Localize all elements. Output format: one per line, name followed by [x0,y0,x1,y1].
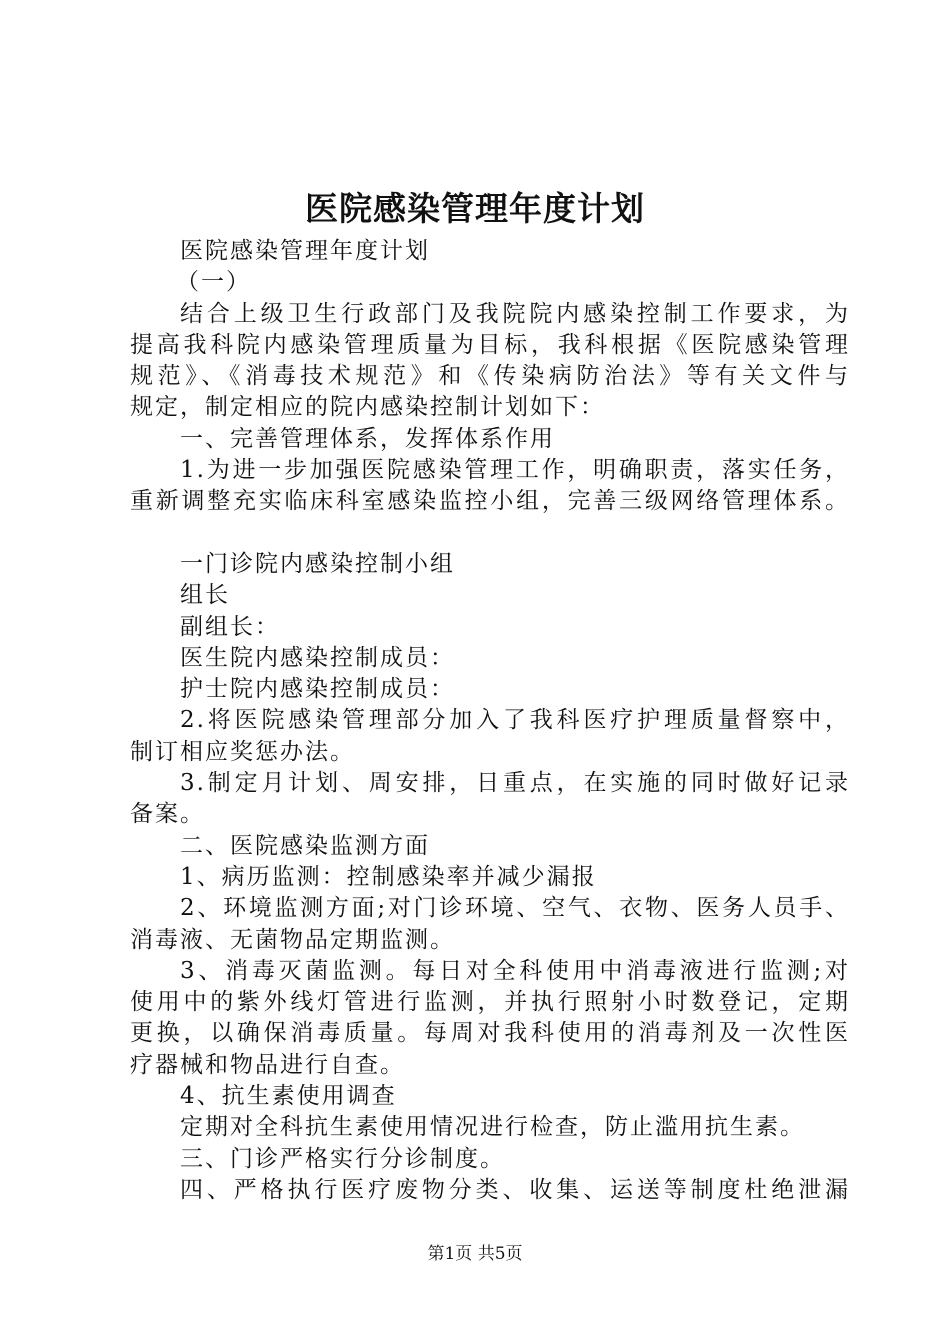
document-title: 医院感染管理年度计划 [305,189,645,228]
paragraph-line: （一） [176,269,251,296]
paragraph-line: 更换，以确保消毒质量。每周对我科使用的消毒剂及一次性医 [130,1020,850,1047]
paragraph-line: 三、门诊严格实行分诊制度。 [180,1145,505,1172]
paragraph-line: 副组长： [180,613,280,640]
paragraph-line: 一、完善管理体系，发挥体系作用 [180,425,555,452]
paragraph-line: 护士院内感染控制成员： [180,676,455,703]
paragraph-line: 提高我科院内感染管理质量为目标，我科根据《医院感染管理 [130,331,850,358]
paragraph-line: 3.制定月计划、周安排，日重点，在实施的同时做好记录 [180,770,850,797]
paragraph-line: 制订相应奖惩办法。 [130,738,355,765]
paragraph-line: 3、消毒灭菌监测。每日对全科使用中消毒液进行监测;对 [180,957,850,984]
paragraph-line: 四、严格执行医疗废物分类、收集、运送等制度杜绝泄漏 [180,1176,850,1203]
paragraph-line: 疗器械和物品进行自查。 [130,1051,405,1078]
paragraph-line: 备案。 [130,801,205,828]
document-body [130,236,850,1206]
paragraph-line: 一门诊院内感染控制小组 [180,550,455,577]
paragraph-line: 2.将医院感染管理部分加入了我科医疗护理质量督察中， [180,707,850,734]
paragraph-line: 使用中的紫外线灯管进行监测，并执行照射小时数登记，定期 [130,989,850,1016]
paragraph-line: 结合上级卫生行政部门及我院院内感染控制工作要求，为 [180,300,850,327]
paragraph-line: 1.为进一步加强医院感染管理工作，明确职责，落实任务， [180,457,850,484]
paragraph-line: 4、抗生素使用调查 [180,1083,397,1110]
page-footer: 第1页 共5页 [427,1244,523,1264]
paragraph-line: 医院感染管理年度计划 [180,238,430,264]
paragraph-line: 1、病历监测：控制感染率并减少漏报 [180,863,597,890]
paragraph-line: 医生院内感染控制成员： [180,644,455,671]
paragraph-line: 二、医院感染监测方面 [180,832,430,859]
paragraph-line: 组长 [180,582,230,609]
paragraph-line: 2、环境监测方面;对门诊环境、空气、衣物、医务人员手、 [180,895,850,922]
paragraph-line: 规范》、《消毒技术规范》和《传染病防治法》等有关文件与 [130,363,850,390]
paragraph-line: 规定，制定相应的院内感染控制计划如下： [130,394,605,421]
paragraph-line: 重新调整充实临床科室感染监控小组，完善三级网络管理体系。 [130,488,850,515]
paragraph-line: 消毒液、无菌物品定期监测。 [130,926,455,953]
blank-line [130,518,850,549]
paragraph-line: 定期对全科抗生素使用情况进行检查，防止滥用抗生素。 [180,1114,805,1141]
